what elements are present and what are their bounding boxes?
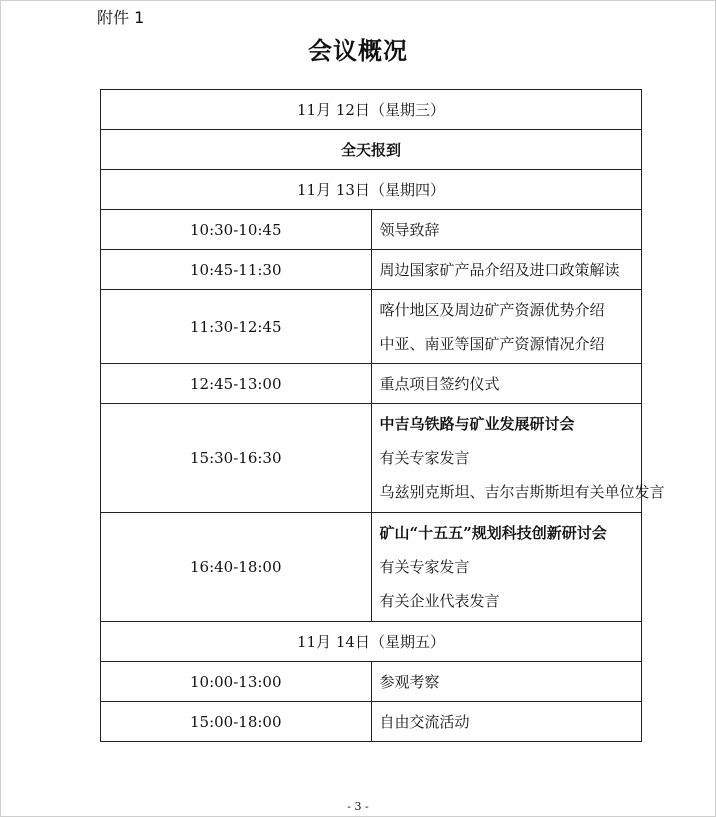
agenda-line: 有关企业代表发言 [379,592,500,610]
table-row [101,702,642,742]
time-cell: 10:30-10:45 [101,210,372,250]
page-title: 会议概况 [308,37,408,65]
agenda-line: 有关专家发言 [379,449,470,467]
date-label: 11月 13日（星期四） [297,181,445,199]
date-header [101,90,642,130]
time-cell: 11:30-12:45 [101,290,372,364]
table-row [101,130,642,170]
table-row [101,404,642,513]
agenda-table [100,89,665,742]
agenda-line: 喀什地区及周边矿产资源优势介绍 [379,300,605,319]
session-heading: 中吉乌铁路与矿业发展研讨会 [379,415,575,433]
session-heading: 矿山“十五五”规划科技创新研讨会 [379,524,607,542]
agenda-line: 重点项目签约仪式 [379,374,500,393]
table-row [101,290,642,364]
time-cell: 10:45-11:30 [101,250,372,290]
attachment-label: 附件 1 [97,8,145,27]
content-cell [371,210,642,250]
agenda-line: 参观考察 [379,672,440,691]
table-row [101,662,642,702]
date-header [101,622,642,662]
table-row [101,250,642,290]
page-number: - 3 - [347,800,369,813]
time-cell: 16:40-18:00 [101,513,372,622]
time-cell: 12:45-13:00 [101,364,372,404]
agenda-line: 有关专家发言 [379,558,470,576]
content-cell [371,290,642,364]
date-row-day1 [101,90,642,130]
content-cell [371,702,642,742]
agenda-line: 周边国家矿产品介绍及进口政策解读 [379,260,620,279]
date-header [101,170,642,210]
agenda-line: 自由交流活动 [379,712,470,731]
full-day-item [101,130,642,170]
date-row-day2 [101,170,642,210]
agenda-line: 领导致辞 [379,220,440,239]
table-row [101,513,642,622]
item-label: 全天报到 [340,141,401,159]
agenda-line: 乌兹别克斯坦、吉尔吉斯斯坦有关单位发言 [379,483,665,501]
agenda-line: 中亚、南亚等国矿产资源情况介绍 [379,334,605,353]
date-row-day3 [101,622,642,662]
date-label: 11月 12日（星期三） [297,101,445,119]
time-cell: 15:00-18:00 [101,702,372,742]
content-cell [371,250,642,290]
table-row [101,210,642,250]
content-cell [371,513,642,622]
time-cell: 10:00-13:00 [101,662,372,702]
content-cell [371,364,642,404]
content-cell [371,662,642,702]
table-row [101,364,642,404]
content-cell [371,404,665,513]
date-label: 11月 14日（星期五） [297,633,445,651]
time-cell: 15:30-16:30 [101,404,372,513]
